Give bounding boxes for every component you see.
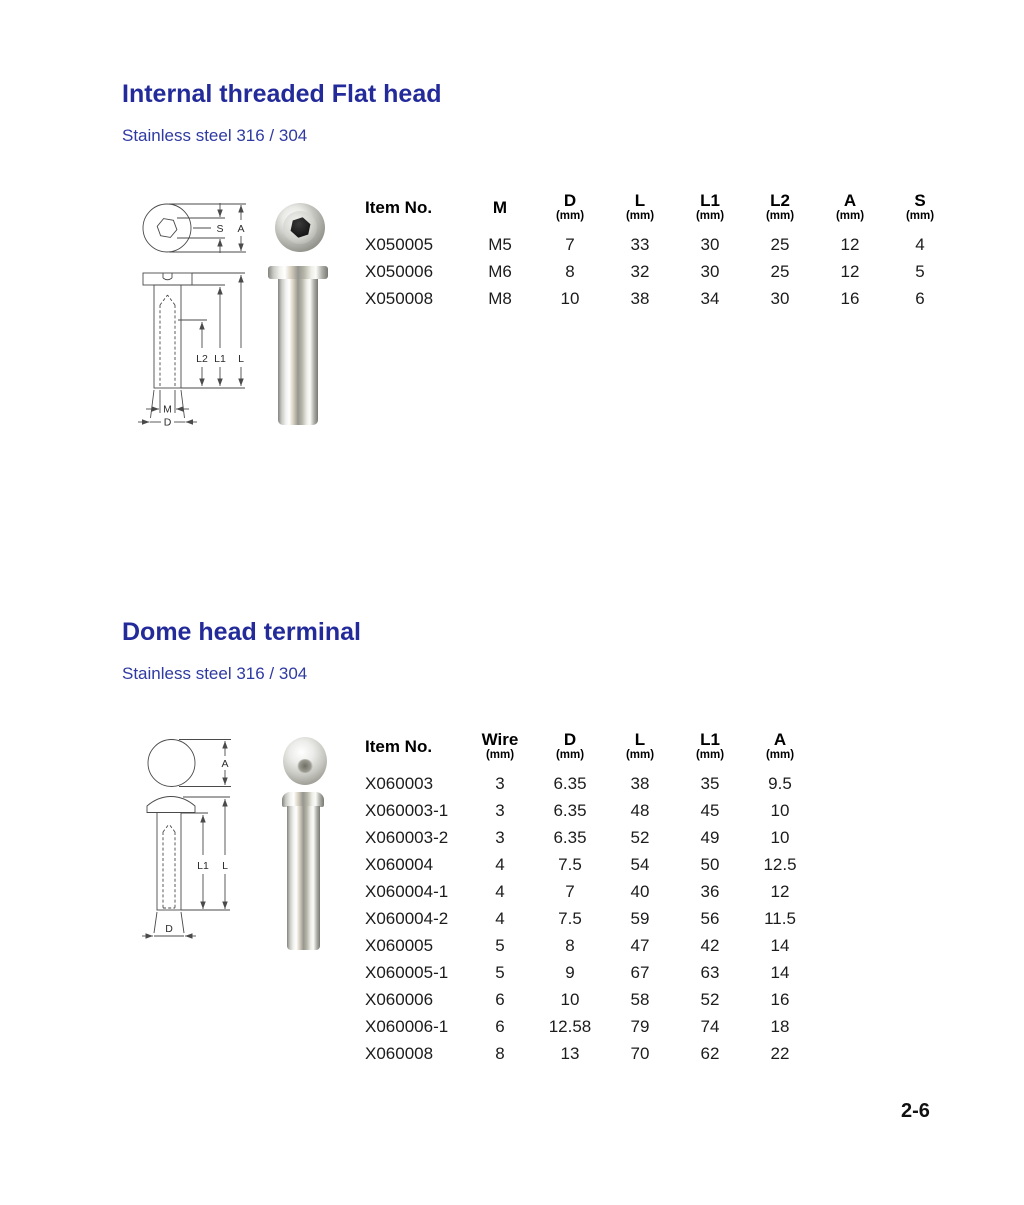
- value-cell: 4: [495, 909, 505, 928]
- item-no-cell: X060004-1: [365, 882, 449, 901]
- section-title-flat-head: Internal threaded Flat head: [122, 80, 442, 108]
- dim-label-a: A: [221, 758, 229, 770]
- value-cell: M8: [488, 289, 512, 308]
- photo-head-ring: [283, 211, 317, 244]
- item-no-cell: X060005-1: [365, 963, 449, 982]
- value-cell: 6.35: [553, 828, 587, 847]
- column-header-unit: (mm): [625, 749, 655, 761]
- column-header-label: S: [914, 191, 926, 210]
- value-cell: 35: [700, 774, 720, 793]
- value-cell: 16: [840, 289, 860, 308]
- column-header-label: L1: [700, 191, 720, 210]
- value-cell: 9: [565, 963, 575, 982]
- table-row: [355, 851, 815, 878]
- column-header: [465, 183, 535, 231]
- value-cell: 8: [495, 1044, 505, 1063]
- column-header-label: A: [773, 730, 787, 749]
- value-cell: 62: [700, 1044, 720, 1063]
- section-subtitle-dome-head: Stainless steel 316 / 304: [122, 664, 308, 683]
- value-cell: 10: [770, 828, 790, 847]
- value-cell: 12: [840, 262, 860, 281]
- value-cell: 3: [495, 828, 505, 847]
- value-cell: 10: [770, 801, 790, 820]
- value-cell: M6: [488, 262, 512, 281]
- value-cell: 12: [840, 235, 860, 254]
- value-cell: 4: [495, 882, 505, 901]
- photo-dome-head-cap: [282, 792, 324, 807]
- value-cell: 49: [700, 828, 720, 847]
- column-header: [535, 722, 605, 770]
- table-row: [355, 932, 815, 959]
- value-cell: 34: [700, 289, 720, 308]
- value-cell: 45: [700, 801, 720, 820]
- column-header-label: L1: [700, 730, 720, 749]
- item-no-cell: X060003: [365, 774, 434, 793]
- column-header-unit: (mm): [625, 210, 655, 222]
- technical-drawing-dome-head: [138, 733, 243, 948]
- value-cell: 36: [700, 882, 720, 901]
- value-cell: 7: [565, 235, 575, 254]
- column-header-unit: (mm): [695, 749, 725, 761]
- value-cell: 12.5: [763, 855, 797, 874]
- value-cell: 10: [560, 289, 580, 308]
- column-header-unit: (mm): [695, 210, 725, 222]
- value-cell: 42: [700, 936, 720, 955]
- column-header-label: D: [563, 191, 577, 210]
- dim-label-d: D: [165, 923, 173, 935]
- column-header: [355, 183, 465, 231]
- value-cell: 7.5: [558, 909, 582, 928]
- photo-dome-reflection: [297, 759, 313, 773]
- value-cell: 6.35: [553, 801, 587, 820]
- dome-head-side-head: [147, 797, 195, 813]
- value-cell: 63: [700, 963, 720, 982]
- value-cell: 79: [630, 1017, 650, 1036]
- table-row: [355, 797, 815, 824]
- column-header: [605, 722, 675, 770]
- value-cell: 12: [770, 882, 790, 901]
- value-cell: 33: [630, 235, 650, 254]
- value-cell: 67: [630, 963, 650, 982]
- value-cell: 14: [770, 963, 790, 982]
- dim-label-l1: L1: [197, 860, 209, 872]
- flat-head-top-view-outline: [143, 204, 191, 252]
- photo-dome-head-body: [287, 806, 320, 950]
- column-header: [745, 183, 815, 231]
- column-header-label: Item No.: [365, 197, 433, 217]
- value-cell: 13: [560, 1044, 580, 1063]
- value-cell: 70: [630, 1044, 650, 1063]
- column-header-unit: (mm): [765, 749, 795, 761]
- value-cell: 4: [915, 235, 925, 254]
- value-cell: 6.35: [553, 774, 587, 793]
- table-header-row: [355, 722, 815, 770]
- value-cell: 40: [630, 882, 650, 901]
- hex-socket-outline: [157, 219, 177, 238]
- dome-head-side-shaft: [157, 813, 181, 911]
- value-cell: 6: [915, 289, 925, 308]
- value-cell: 22: [770, 1044, 790, 1063]
- column-header-label: Item No.: [365, 736, 433, 756]
- column-header-label: A: [843, 191, 857, 210]
- column-header-unit: (mm): [555, 749, 585, 761]
- value-cell: 6: [495, 1017, 505, 1036]
- table-row: [355, 770, 815, 797]
- value-cell: M5: [488, 235, 512, 254]
- column-header-unit: (mm): [905, 210, 935, 222]
- value-cell: 5: [495, 936, 505, 955]
- value-cell: 47: [630, 936, 650, 955]
- value-cell: 32: [630, 262, 650, 281]
- column-header-unit: (mm): [555, 210, 585, 222]
- flat-head-side-head: [143, 273, 192, 285]
- column-header-label: L: [634, 191, 646, 210]
- value-cell: 18: [770, 1017, 790, 1036]
- value-cell: 16: [770, 990, 790, 1009]
- column-header: [675, 722, 745, 770]
- value-cell: 54: [630, 855, 650, 874]
- value-cell: 74: [700, 1017, 720, 1036]
- item-no-cell: X050008: [365, 289, 434, 308]
- spec-table-flat-head: [355, 183, 955, 312]
- table-row: [355, 905, 815, 932]
- table-row: [355, 1040, 815, 1067]
- section-title-dome-head: Dome head terminal: [122, 618, 361, 646]
- dim-label-s: S: [216, 223, 224, 235]
- item-no-cell: X060008: [365, 1044, 434, 1063]
- page-number: 2-6: [901, 1100, 930, 1122]
- column-header-label: Wire: [481, 730, 519, 749]
- table-row: [355, 1013, 815, 1040]
- column-header-unit: (mm): [765, 210, 795, 222]
- column-header: [815, 183, 885, 231]
- photo-flat-head-cap: [268, 266, 328, 279]
- photo-dome-head-top-view: [283, 737, 327, 785]
- dim-label-m: M: [163, 403, 172, 416]
- table-row: [355, 824, 815, 851]
- dim-label-l: L: [238, 353, 244, 365]
- spec-table-dome-head: [355, 722, 815, 1067]
- value-cell: 48: [630, 801, 650, 820]
- photo-flat-head-top-view: [275, 203, 325, 252]
- value-cell: 58: [630, 990, 650, 1009]
- dim-label-a: A: [237, 223, 245, 235]
- column-header: [605, 183, 675, 231]
- column-header-unit: (mm): [485, 749, 515, 761]
- value-cell: 4: [495, 855, 505, 874]
- value-cell: 38: [630, 289, 650, 308]
- item-no-cell: X060006-1: [365, 1017, 449, 1036]
- technical-drawing-flat-head: [125, 192, 250, 432]
- value-cell: 10: [560, 990, 580, 1009]
- value-cell: 30: [700, 235, 720, 254]
- table-row: [355, 959, 815, 986]
- value-cell: 52: [630, 828, 650, 847]
- column-header: [355, 722, 465, 770]
- table-row: [355, 231, 955, 258]
- table-row: [355, 878, 815, 905]
- item-no-cell: X060004-2: [365, 909, 449, 928]
- dome-head-top-view-outline: [148, 740, 195, 787]
- item-no-cell: X060003-2: [365, 828, 449, 847]
- dim-label-d: D: [163, 416, 172, 429]
- value-cell: 5: [495, 963, 505, 982]
- item-no-cell: X060003-1: [365, 801, 449, 820]
- value-cell: 3: [495, 801, 505, 820]
- column-header-unit: (mm): [835, 210, 865, 222]
- value-cell: 7.5: [558, 855, 582, 874]
- column-header-label: M: [492, 197, 508, 217]
- table-row: [355, 986, 815, 1013]
- value-cell: 11.5: [764, 909, 796, 928]
- value-cell: 6: [495, 990, 505, 1009]
- column-header: [885, 183, 955, 231]
- value-cell: 8: [565, 262, 575, 281]
- value-cell: 5: [915, 262, 925, 281]
- item-no-cell: X060006: [365, 990, 434, 1009]
- item-no-cell: X060005: [365, 936, 434, 955]
- dim-label-l2: L2: [196, 353, 208, 365]
- value-cell: 9.5: [768, 774, 792, 793]
- item-no-cell: X060004: [365, 855, 434, 874]
- value-cell: 8: [565, 936, 575, 955]
- table-row: [355, 258, 955, 285]
- section-subtitle-flat-head: Stainless steel 316 / 304: [122, 126, 308, 145]
- value-cell: 25: [770, 235, 790, 254]
- photo-hex-socket: [288, 215, 313, 240]
- value-cell: 7: [565, 882, 575, 901]
- column-header: [465, 722, 535, 770]
- column-header-label: D: [563, 730, 577, 749]
- column-header: [745, 722, 815, 770]
- value-cell: 3: [495, 774, 505, 793]
- value-cell: 59: [630, 909, 650, 928]
- value-cell: 56: [700, 909, 720, 928]
- column-header-label: L: [634, 730, 646, 749]
- dim-label-l: L: [222, 860, 228, 872]
- value-cell: 50: [700, 855, 720, 874]
- flat-head-side-shaft: [154, 285, 181, 388]
- column-header: [675, 183, 745, 231]
- item-no-cell: X050005: [365, 235, 434, 254]
- column-header: [535, 183, 605, 231]
- value-cell: 14: [770, 936, 790, 955]
- column-header-label: L2: [770, 191, 790, 210]
- value-cell: 25: [770, 262, 790, 281]
- table-header-row: [355, 183, 955, 231]
- photo-flat-head-body: [278, 279, 318, 425]
- dim-label-l1: L1: [214, 353, 226, 365]
- value-cell: 12.58: [548, 1017, 592, 1036]
- table-row: [355, 285, 955, 312]
- value-cell: 30: [700, 262, 720, 281]
- item-no-cell: X050006: [365, 262, 434, 281]
- value-cell: 52: [700, 990, 720, 1009]
- value-cell: 38: [630, 774, 650, 793]
- value-cell: 30: [770, 289, 790, 308]
